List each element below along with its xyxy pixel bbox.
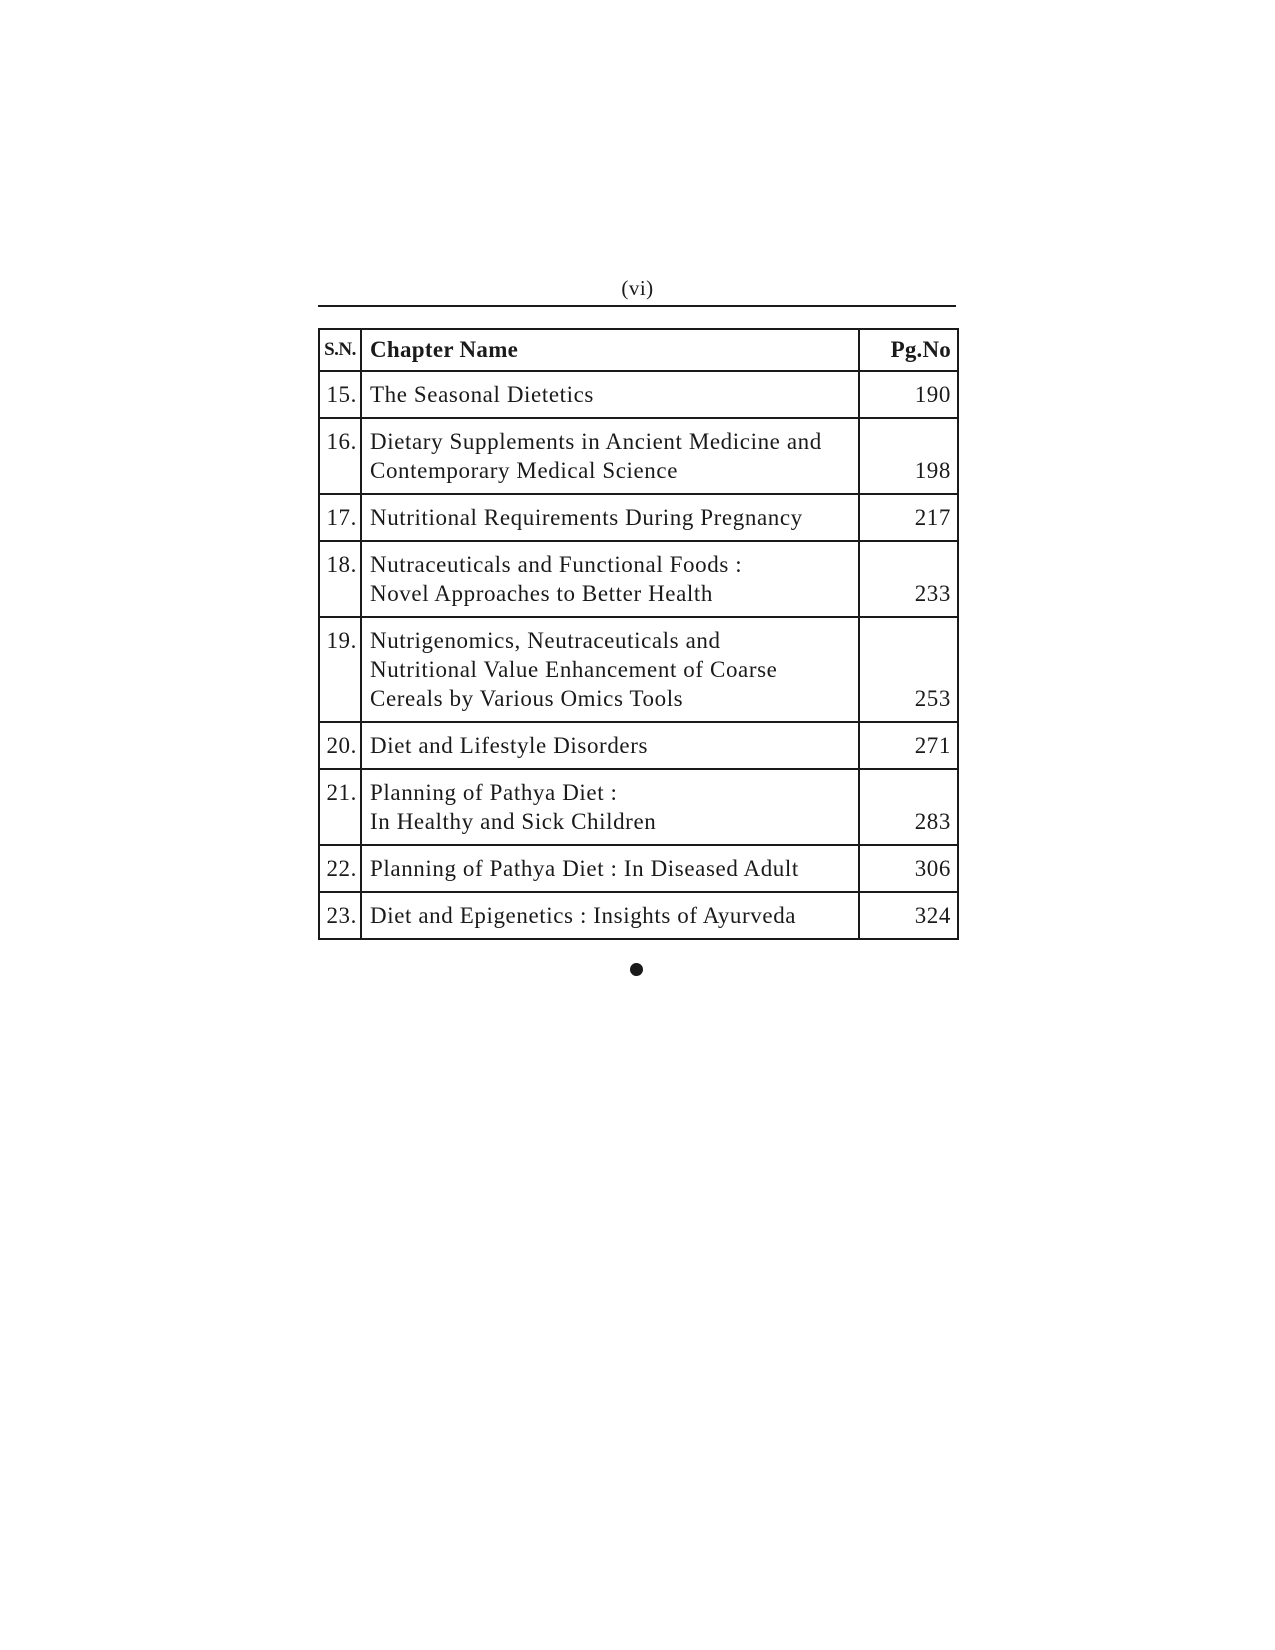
chapter-title: [361, 494, 859, 541]
table-of-contents: [318, 328, 959, 940]
chapter-title-line: Nutritional Requirements During Pregnancy: [370, 505, 803, 530]
chapter-title-line: Diet and Lifestyle Disorders: [370, 733, 649, 758]
header-sn: S.N.: [319, 329, 361, 371]
chapter-title-line: Dietary Supplements in Ancient Medicine and: [370, 429, 822, 454]
table-header-row: [319, 329, 958, 371]
bullet-icon: [630, 963, 643, 976]
chapter-title-line: Planning of Pathya Diet :: [370, 780, 618, 805]
chapter-page: 283: [859, 769, 958, 845]
chapter-title: [361, 418, 859, 494]
chapter-number: 21.: [319, 769, 361, 845]
header-chapter-name: Chapter Name: [361, 329, 859, 371]
chapter-number: 22.: [319, 845, 361, 892]
chapter-title: [361, 845, 859, 892]
chapter-page: 198: [859, 418, 958, 494]
table-row: [319, 845, 958, 892]
table-row: [319, 769, 958, 845]
chapter-title-line: Nutrigenomics, Neutraceuticals and: [370, 628, 721, 653]
table-row: [319, 722, 958, 769]
chapter-number: 15.: [319, 371, 361, 418]
chapter-page: 233: [859, 541, 958, 617]
chapter-title-line: Novel Approaches to Better Health: [370, 581, 713, 606]
chapter-page: 253: [859, 617, 958, 722]
chapter-title-line: Cereals by Various Omics Tools: [370, 686, 684, 711]
chapter-title-line: Planning of Pathya Diet : In Diseased Adult: [370, 856, 799, 881]
chapter-title-line: In Healthy and Sick Children: [370, 809, 657, 834]
chapter-number: 16.: [319, 418, 361, 494]
chapter-title: [361, 769, 859, 845]
chapter-number: 20.: [319, 722, 361, 769]
chapter-page: 324: [859, 892, 958, 939]
chapter-title-line: Diet and Epigenetics : Insights of Ayurveda: [370, 903, 797, 928]
chapter-title: [361, 617, 859, 722]
chapter-page: 217: [859, 494, 958, 541]
table-row: [319, 892, 958, 939]
table-row: [319, 617, 958, 722]
header-page-number: Pg.No: [859, 329, 958, 371]
table-row: [319, 541, 958, 617]
table-row: [319, 494, 958, 541]
chapter-title: [361, 892, 859, 939]
chapter-page: 306: [859, 845, 958, 892]
chapter-title: [361, 722, 859, 769]
chapter-number: 17.: [319, 494, 361, 541]
table-row: [319, 418, 958, 494]
chapter-title-line: Nutritional Value Enhancement of Coarse: [370, 657, 778, 682]
chapter-title-line: Nutraceuticals and Functional Foods :: [370, 552, 743, 577]
header-rule: [318, 305, 956, 307]
chapter-number: 23.: [319, 892, 361, 939]
chapter-title-line: The Seasonal Dietetics: [370, 382, 594, 407]
chapter-title: [361, 541, 859, 617]
chapter-number: 18.: [319, 541, 361, 617]
chapter-title: [361, 371, 859, 418]
chapter-page: 271: [859, 722, 958, 769]
chapter-title-line: Contemporary Medical Science: [370, 458, 679, 483]
table-row: [319, 371, 958, 418]
page-number: (vi): [621, 276, 654, 300]
chapter-page: 190: [859, 371, 958, 418]
chapter-number: 19.: [319, 617, 361, 722]
